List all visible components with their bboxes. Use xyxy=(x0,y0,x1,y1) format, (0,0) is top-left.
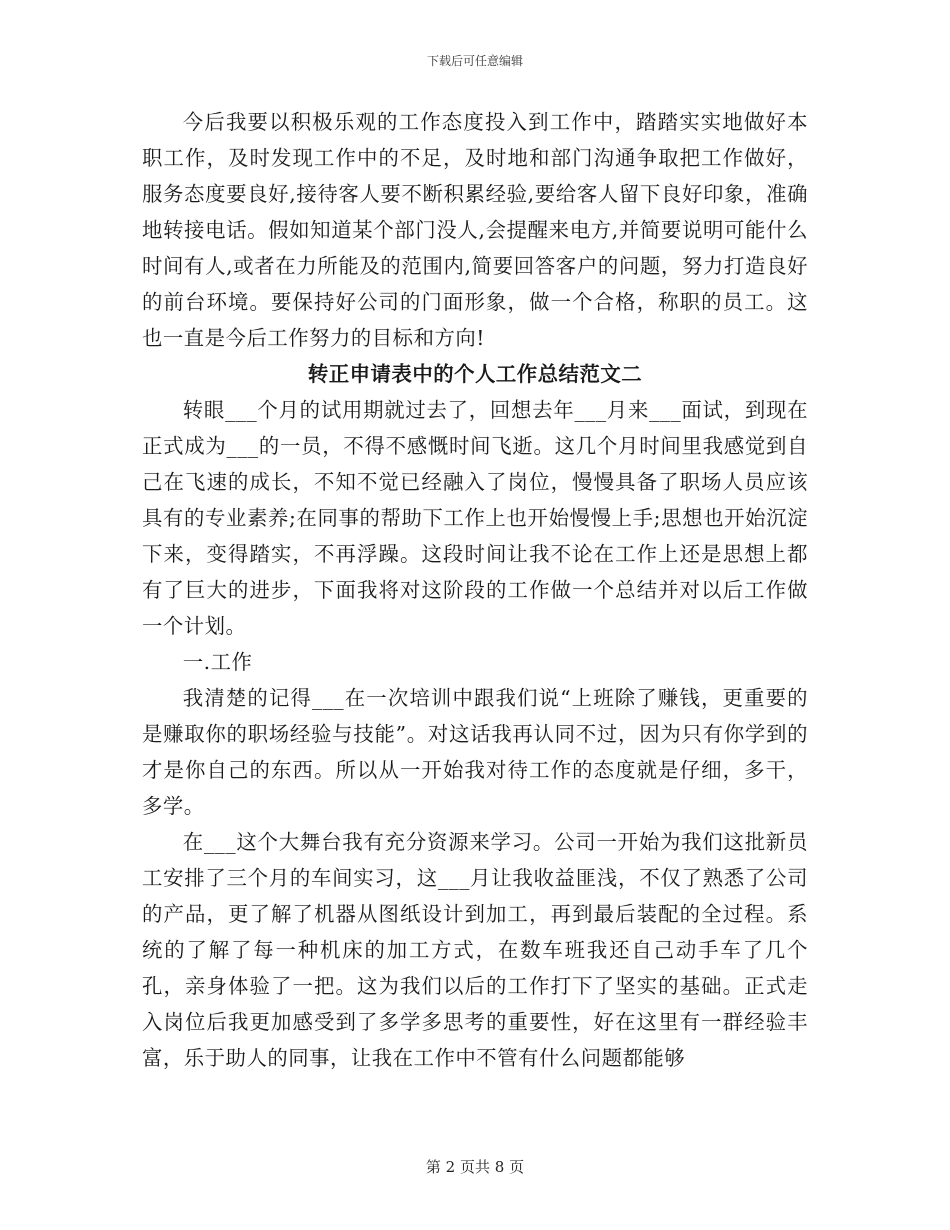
page-header: 下载后可任意编辑 xyxy=(426,54,523,68)
page-footer: 第 2 页共 8 页 xyxy=(425,1158,525,1176)
subsection-heading: 一.工作 xyxy=(182,650,253,674)
body-paragraph: 我清楚的记得___在一次培训中跟我们说“上班除了赚钱，更重要的是赚取你的职场经验与技能”。对这话我再认同不过，因为只有你学到的才是你自己的东西。所以从一开始我对待工作的态度就是仔细，多干，多学。 xyxy=(142,686,808,818)
body-paragraph: 在___这个大舞台我有充分资源来学习。公司一开始为我们这批新员工安排了三个月的车间实习，这___月让我收益匪浅，不仅了熟悉了公司的产品，更了解了机器从图纸设计到加工，再到最后装配的全过程。系统的了解了每一种机床的加工方式，在数车班我还自己动手车了几个孔，亲身体验了一把。这为我们以后的工作打下了坚实的基础。正式走入岗位后我更加感受到了多学多思考的重要性，好在这里有一群经验丰富，乐于助人的同事，让我在工作中不管有什么问题都能够 xyxy=(142,830,808,1070)
body-paragraph: 今后我要以积极乐观的工作态度投入到工作中，踏踏实实地做好本职工作，及时发现工作中的不足，及时地和部门沟通争取把工作做好，服务态度要良好,接待客人要不断积累经验,要给客人留下良好印象，准确地转接电话。假如知道某个部门没人,会提醒来电方,并简要说明可能什么时间有人,或者在力所能及的范围内,简要回答客户的问题，努力打造良好的前台环境。要保持好公司的门面形象，做一个合格，称职的员工。这也一直是今后工作努力的目标和方向! xyxy=(142,110,808,350)
section-title: 转正申请表中的个人工作总结范文二 xyxy=(307,362,643,386)
document-body xyxy=(142,104,808,1076)
body-paragraph: 转眼___个月的试用期就过去了，回想去年___月来___面试，到现在正式成为___的一员，不得不感慨时间飞逝。这几个月时间里我感觉到自己在飞速的成长，不知不觉已经融入了岗位，慢慢具备了职场人员应该具有的专业素养;在同事的帮助下工作上也开始慢慢上手;思想也开始沉淀下来，变得踏实，不再浮躁。这段时间让我不论在工作上还是思想上都有了巨大的进步，下面我将对这阶段的工作做一个总结并对以后工作做一个计划。 xyxy=(142,398,808,638)
